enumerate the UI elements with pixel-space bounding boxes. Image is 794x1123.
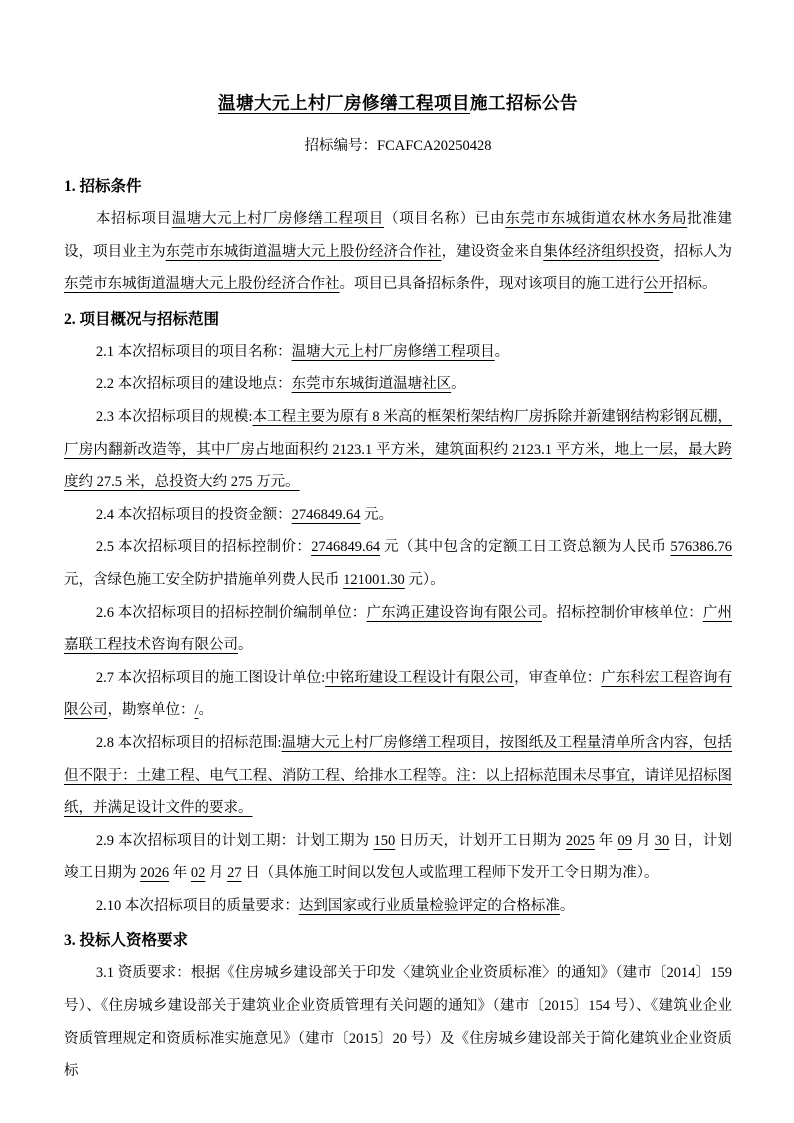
underlined-text: / bbox=[194, 702, 199, 719]
underlined-text: 广州嘉联工程技术咨询有限公司 bbox=[64, 604, 733, 654]
plain-text: 元（其中包含的定额工日工资总额为人民币 bbox=[380, 539, 671, 556]
plain-text: 2.8 本次招标项目的招标范围: bbox=[95, 734, 282, 751]
section-heading-3: 3. 投标人资格要求 bbox=[64, 932, 189, 950]
underlined-text: 本工程主要为原有 8 米高的框架桁架结构厂房拆除并新建钢结构彩钢瓦棚，厂房内翻新改造等，其中厂房占地面积约 2123.1 平方米，建筑面积约 2123.1 平方米，地上一层，最大跨度约 27.5 米，总投资大约 275 万元。 bbox=[64, 408, 733, 491]
plain-text: 施工招标公告 bbox=[470, 93, 578, 113]
underlined-text: 2746849.64 bbox=[311, 539, 381, 556]
underlined-text: 东莞市东城街道温塘大元上股份经济合作社 bbox=[64, 276, 340, 293]
underlined-text: 576386.76 bbox=[670, 539, 733, 556]
clause-2-4-investment bbox=[64, 499, 732, 532]
underlined-text: 公开 bbox=[644, 276, 673, 293]
clause-2-9-schedule bbox=[64, 825, 732, 890]
clause-2-8-scope bbox=[64, 727, 732, 825]
underlined-text: 集体经济组织投资 bbox=[543, 243, 660, 260]
plain-text: 2.6 本次招标项目的招标控制价编制单位： bbox=[95, 604, 367, 621]
plain-text: （项目名称）已由 bbox=[383, 211, 506, 227]
plain-text: 日（具体施工时间以发包人或监理工程师下发开工令日期为准）。 bbox=[241, 865, 659, 882]
plain-text: 。项目已具备招标条件，现对该项目的施工进行 bbox=[339, 276, 644, 293]
plain-text: 2.5 本次招标项目的招标控制价： bbox=[95, 539, 312, 556]
plain-text: ，建设资金来自 bbox=[441, 243, 544, 260]
clause-2-6-price-units bbox=[64, 597, 732, 662]
plain-text: 年 bbox=[169, 865, 191, 882]
plain-text: 月 bbox=[632, 832, 655, 849]
clause-3-1-qualification bbox=[64, 957, 732, 1087]
underlined-text: 温塘大元上村厂房修缮工程项目 bbox=[218, 93, 470, 113]
plain-text: 。 bbox=[451, 376, 466, 393]
clause-2-2-location bbox=[64, 368, 732, 401]
clause-2-10-quality bbox=[64, 890, 732, 923]
plain-text: 2.4 本次招标项目的投资金额： bbox=[95, 506, 292, 523]
underlined-text: 27 bbox=[227, 865, 242, 882]
tender-number-value: FCAFCA20250428 bbox=[377, 138, 492, 154]
plain-text: 2.9 本次招标项目的计划工期：计划工期为 bbox=[95, 832, 374, 849]
plain-text: 2.10 本次招标项目的质量要求： bbox=[95, 897, 299, 914]
plain-text: 月 bbox=[205, 865, 228, 882]
underlined-text: 广东科宏工程咨询有限公司 bbox=[64, 669, 733, 719]
clause-2-7-design-units bbox=[64, 662, 732, 727]
plain-text: 。 bbox=[198, 702, 214, 719]
plain-text: 。 bbox=[559, 897, 575, 914]
underlined-text: 温塘大元上村厂房修缮工程项目 bbox=[171, 211, 384, 227]
plain-text: ，招标人为 bbox=[659, 243, 733, 260]
underlined-text: 30 bbox=[654, 832, 670, 849]
underlined-text: 09 bbox=[617, 832, 633, 849]
paragraph-tender-conditions bbox=[64, 203, 732, 301]
clause-2-1-project-name bbox=[64, 336, 732, 369]
plain-text: 元）。 bbox=[404, 571, 445, 588]
plain-text: 。 bbox=[238, 637, 253, 654]
underlined-text: 2026 bbox=[140, 865, 170, 882]
tender-number bbox=[64, 134, 732, 158]
plain-text: 2.3 本次招标项目的规模: bbox=[95, 408, 253, 425]
underlined-text: 东莞市东城街道温塘社区 bbox=[291, 376, 452, 393]
section-heading-1: 1. 招标条件 bbox=[64, 178, 142, 195]
plain-text: 。招标控制价审核单位： bbox=[541, 604, 703, 621]
plain-text: 年 bbox=[594, 832, 618, 849]
plain-text: 2.7 本次招标项目的施工图设计单位: bbox=[95, 669, 326, 686]
plain-text: ，勘察单位： bbox=[107, 702, 195, 719]
underlined-text: 150 bbox=[373, 832, 396, 849]
plain-text: 元，含绿色施工安全防护措施单列费人民币 bbox=[64, 571, 344, 588]
document-title bbox=[64, 88, 732, 118]
plain-text: 本招标项目 bbox=[95, 211, 172, 227]
plain-text: 日历天，计划开工日期为 bbox=[395, 832, 566, 849]
underlined-text: 广东鸿正建设咨询有限公司 bbox=[366, 604, 542, 621]
underlined-text: 中铭珩建设工程设计有限公司 bbox=[325, 669, 515, 686]
plain-text: 2.2 本次招标项目的建设地点： bbox=[95, 376, 292, 393]
underlined-text: 温塘大元上村厂房修缮工程项目 bbox=[291, 343, 495, 360]
underlined-text: 东莞市东城街道农林水务局 bbox=[505, 211, 688, 227]
underlined-text: 东莞市东城街道温塘大元上股份经济合作社 bbox=[165, 243, 442, 260]
plain-text: 元。 bbox=[360, 506, 394, 523]
underlined-text: 121001.30 bbox=[343, 571, 405, 588]
underlined-text: 温塘大元上村厂房修缮工程项目，按图纸及工程量清单所含内容，包括但不限于：土建工程、电气工程、消防工程、给排水工程等。注：以上招标范围未尽事宜，请详见招标图纸，并满足设计文件的要求。 bbox=[64, 734, 733, 817]
plain-text: ，审查单位： bbox=[514, 669, 602, 686]
plain-text: 批准建设，项目业主为 bbox=[64, 211, 733, 260]
underlined-text: 达到国家或行业质量检验评定的合格标准 bbox=[298, 897, 560, 914]
plain-text: 。 bbox=[494, 343, 510, 360]
plain-text: 招标。 bbox=[673, 276, 717, 293]
plain-text: 2.1 本次招标项目的项目名称： bbox=[95, 343, 292, 360]
tender-number-label: 招标编号： bbox=[304, 138, 378, 154]
clause-2-3-scale bbox=[64, 401, 732, 499]
section-heading-2: 2. 项目概况与招标范围 bbox=[64, 310, 220, 328]
underlined-text: 02 bbox=[190, 865, 206, 882]
underlined-text: 2746849.64 bbox=[291, 506, 361, 523]
plain-text: 3.1 资质要求：根据《住房城乡建设部关于印发〈建筑业企业资质标准〉的通知》（建市〔2014〕159 号）、《住房城乡建设部关于建筑业企业资质管理有关问题的通知》（建市〔2015〕154 号）、《建筑业企业资质管理规定和资质标准实施意见》（建市〔2015〕20 号）及《住房城乡建设部关于简化建筑业企业资质标 bbox=[64, 965, 732, 1080]
plain-text: 日，计划竣工日期为 bbox=[64, 832, 733, 882]
underlined-text: 2025 bbox=[565, 832, 595, 849]
clause-2-5-control-price bbox=[64, 531, 732, 596]
